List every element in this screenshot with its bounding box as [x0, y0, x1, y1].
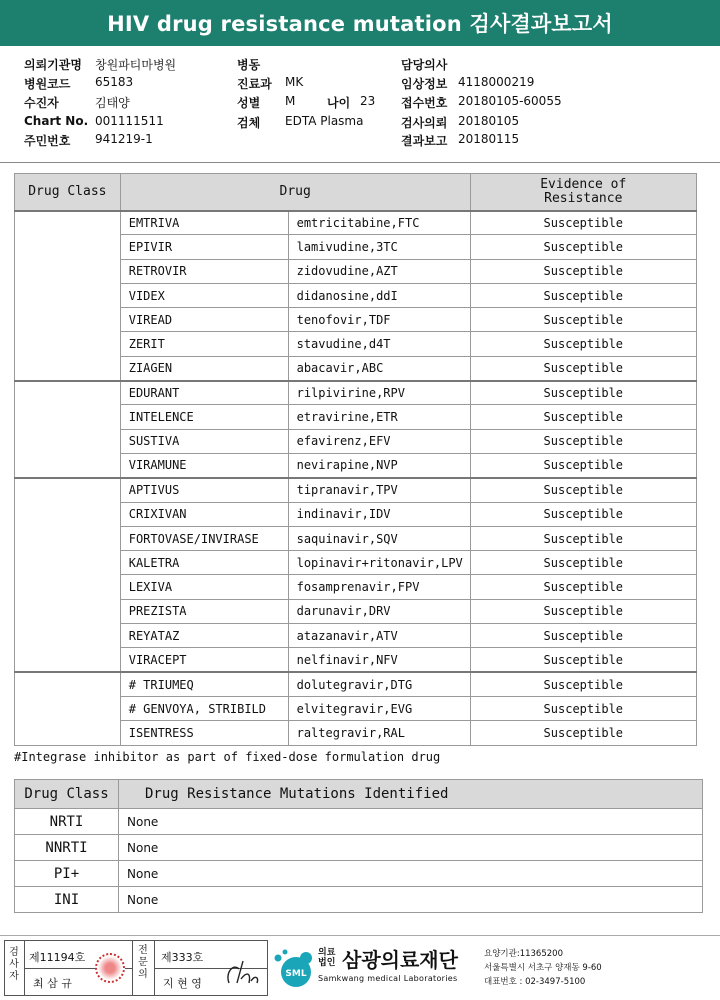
examinee-value: 김태양: [95, 96, 130, 110]
corp-type-line2: 법인: [318, 958, 336, 968]
drug-evidence-cell: Susceptible: [470, 672, 696, 696]
drug-brand-cell: ISENTRESS: [120, 721, 288, 745]
drug-header: Drug: [120, 174, 470, 211]
drug-evidence-cell: Susceptible: [470, 429, 696, 453]
age-label: 나이: [327, 96, 351, 110]
mutation-row: [15, 835, 703, 861]
signature-box: [4, 940, 268, 996]
drug-generic-cell: indinavir,IDV: [288, 502, 470, 526]
clinical-label: 임상정보: [401, 77, 448, 91]
drug-generic-cell: lopinavir+ritonavir,LPV: [288, 551, 470, 575]
request-label: 검사의뢰: [401, 116, 448, 130]
drug-table-body: [15, 211, 697, 746]
drug-brand-cell: LEXIVA: [120, 575, 288, 599]
clinical-value: 4118000219: [458, 75, 535, 89]
drug-brand-cell: RETROVIR: [120, 259, 288, 283]
drug-generic-cell: emtricitabine,FTC: [288, 211, 470, 235]
hospital-code-value: 65183: [95, 75, 134, 89]
reviewer-vertical-label: 전문의: [138, 945, 148, 980]
drug-generic-cell: lamivudine,3TC: [288, 235, 470, 259]
drug-evidence-cell: Susceptible: [470, 283, 696, 307]
patient-info: [0, 52, 720, 160]
drug-class-header: Drug Class: [15, 174, 121, 211]
drug-brand-cell: EMTRIVA: [120, 211, 288, 235]
sml-logo-icon: [272, 946, 316, 990]
mutation-class-cell: INI: [15, 887, 119, 913]
drug-evidence-cell: Susceptible: [470, 259, 696, 283]
sex-label: 성별: [237, 96, 261, 110]
mutation-class-cell: NNRTI: [15, 835, 119, 861]
footer-divider: [0, 935, 720, 936]
drug-brand-cell: PREZISTA: [120, 599, 288, 623]
result-value: 20180115: [458, 132, 520, 146]
mutation-row: [15, 809, 703, 835]
evidence-header-line1: Evidence of: [540, 176, 627, 192]
drug-evidence-cell: Susceptible: [470, 624, 696, 648]
drug-brand-cell: VIRACEPT: [120, 648, 288, 672]
foundation-english: Samkwang medical Laboratories: [318, 974, 458, 983]
inspector-seal-icon: [95, 953, 125, 983]
drug-brand-cell: VIRAMUNE: [120, 453, 288, 477]
drug-class-cell: [15, 381, 121, 478]
chart-value: 001111511: [95, 114, 164, 128]
mutation-row: [15, 887, 703, 913]
mutation-class-header: Drug Class: [15, 780, 119, 809]
request-value: 20180105: [458, 114, 520, 128]
inspector-name: 최 삼 규: [33, 977, 72, 990]
mutation-table-header: [15, 780, 703, 809]
sex-value: M: [285, 94, 296, 108]
drug-evidence-cell: Susceptible: [470, 599, 696, 623]
drug-evidence-cell: Susceptible: [470, 478, 696, 502]
resident-value: 941219-1: [95, 132, 153, 146]
drug-evidence-cell: Susceptible: [470, 211, 696, 235]
drug-generic-cell: saquinavir,SQV: [288, 526, 470, 550]
mutation-identified-header: Drug Resistance Mutations Identified: [119, 780, 703, 809]
reception-value: 20180105-60055: [458, 94, 562, 108]
institution-number: 요양기관:11365200: [484, 949, 563, 959]
drug-evidence-cell: Susceptible: [470, 721, 696, 745]
drug-evidence-cell: Susceptible: [470, 235, 696, 259]
drug-brand-cell: EDURANT: [120, 381, 288, 405]
mutation-class-cell: PI+: [15, 861, 119, 887]
drug-row: [15, 478, 697, 502]
inspector-vertical-label: 검사자: [9, 947, 19, 982]
drug-table-header: [15, 174, 697, 211]
logo-text: SML: [285, 969, 307, 979]
evidence-header-line2: Resistance: [544, 190, 623, 206]
specimen-label: 검체: [237, 116, 261, 130]
drug-brand-cell: # GENVOYA, STRIBILD: [120, 696, 288, 720]
drug-brand-cell: ZIAGEN: [120, 356, 288, 380]
drug-evidence-cell: Susceptible: [470, 308, 696, 332]
reception-label: 접수번호: [401, 96, 448, 110]
hospital-label: 의뢰기관명: [24, 58, 82, 72]
drug-generic-cell: darunavir,DRV: [288, 599, 470, 623]
chart-label: Chart No.: [24, 114, 89, 128]
drug-row: [15, 211, 697, 235]
report-title: HIV drug resistance mutation 검사결과보고서: [0, 0, 720, 46]
drug-evidence-cell: Susceptible: [470, 453, 696, 477]
drug-generic-cell: elvitegravir,EVG: [288, 696, 470, 720]
drug-evidence-cell: Susceptible: [470, 551, 696, 575]
drug-evidence-cell: Susceptible: [470, 502, 696, 526]
examinee-label: 수진자: [24, 96, 59, 110]
drug-generic-cell: abacavir,ABC: [288, 356, 470, 380]
drug-generic-cell: rilpivirine,RPV: [288, 381, 470, 405]
corp-type-line1: 의료: [318, 948, 336, 958]
drug-evidence-cell: Susceptible: [470, 405, 696, 429]
drug-class-cell: [15, 478, 121, 672]
drug-evidence-cell: Susceptible: [470, 648, 696, 672]
mutation-table-body: [15, 809, 703, 913]
mutation-result-cell: None: [119, 887, 703, 913]
drug-evidence-cell: Susceptible: [470, 526, 696, 550]
drug-generic-cell: zidovudine,AZT: [288, 259, 470, 283]
hospital-code-label: 병원코드: [24, 77, 71, 91]
drug-evidence-cell: Susceptible: [470, 332, 696, 356]
drug-generic-cell: atazanavir,ATV: [288, 624, 470, 648]
foundation-name: 삼광의료재단: [342, 948, 458, 972]
mutation-class-cell: NRTI: [15, 809, 119, 835]
evidence-header: [470, 174, 696, 211]
drug-generic-cell: etravirine,ETR: [288, 405, 470, 429]
drug-generic-cell: efavirenz,EFV: [288, 429, 470, 453]
foundation-phone: 대표번호 : 02-3497-5100: [484, 977, 586, 987]
drug-brand-cell: VIREAD: [120, 308, 288, 332]
footnote: #Integrase inhibitor as part of fixed-dose formulation drug: [14, 750, 441, 764]
drug-generic-cell: nevirapine,NVP: [288, 453, 470, 477]
drug-class-cell: [15, 672, 121, 745]
drug-brand-cell: VIDEX: [120, 283, 288, 307]
drug-generic-cell: fosamprenavir,FPV: [288, 575, 470, 599]
mutation-result-cell: None: [119, 835, 703, 861]
ward-label: 병동: [237, 58, 261, 72]
drug-class-cell: [15, 211, 121, 381]
drug-row: [15, 672, 697, 696]
resident-label: 주민번호: [24, 134, 71, 148]
dept-label: 진료과: [237, 77, 272, 91]
foundation-address: 서울특별시 서초구 양재동 9-60: [484, 963, 602, 973]
drug-brand-cell: ZERIT: [120, 332, 288, 356]
drug-generic-cell: tenofovir,TDF: [288, 308, 470, 332]
drug-brand-cell: EPIVIR: [120, 235, 288, 259]
drug-generic-cell: stavudine,d4T: [288, 332, 470, 356]
drug-brand-cell: REYATAZ: [120, 624, 288, 648]
inspector-license: 제11194호: [29, 951, 86, 964]
drug-evidence-cell: Susceptible: [470, 381, 696, 405]
drug-brand-cell: CRIXIVAN: [120, 502, 288, 526]
hospital-value: 창원파티마병원: [95, 58, 177, 72]
header-divider: [0, 162, 720, 163]
signature-icon: [223, 955, 263, 989]
reviewer-name: 지 현 영: [163, 977, 202, 990]
dept-value: MK: [285, 75, 304, 89]
specimen-value: EDTA Plasma: [285, 114, 364, 128]
drug-brand-cell: KALETRA: [120, 551, 288, 575]
drug-table: [14, 173, 697, 746]
drug-evidence-cell: Susceptible: [470, 356, 696, 380]
drug-generic-cell: nelfinavir,NFV: [288, 648, 470, 672]
doctor-label: 담당의사: [401, 58, 448, 72]
drug-brand-cell: INTELENCE: [120, 405, 288, 429]
drug-brand-cell: FORTOVASE/INVIRASE: [120, 526, 288, 550]
result-label: 결과보고: [401, 134, 448, 148]
drug-generic-cell: tipranavir,TPV: [288, 478, 470, 502]
drug-generic-cell: raltegravir,RAL: [288, 721, 470, 745]
mutation-result-cell: None: [119, 809, 703, 835]
drug-row: [15, 381, 697, 405]
drug-generic-cell: dolutegravir,DTG: [288, 672, 470, 696]
footer: [0, 940, 720, 1000]
drug-brand-cell: APTIVUS: [120, 478, 288, 502]
reviewer-license: 제333호: [161, 951, 204, 964]
drug-evidence-cell: Susceptible: [470, 696, 696, 720]
drug-evidence-cell: Susceptible: [470, 575, 696, 599]
drug-brand-cell: # TRIUMEQ: [120, 672, 288, 696]
mutation-result-cell: None: [119, 861, 703, 887]
drug-brand-cell: SUSTIVA: [120, 429, 288, 453]
mutation-row: [15, 861, 703, 887]
sign-divider: [132, 941, 133, 995]
mutation-table: [14, 779, 703, 913]
age-value: 23: [360, 94, 376, 108]
drug-generic-cell: didanosine,ddI: [288, 283, 470, 307]
